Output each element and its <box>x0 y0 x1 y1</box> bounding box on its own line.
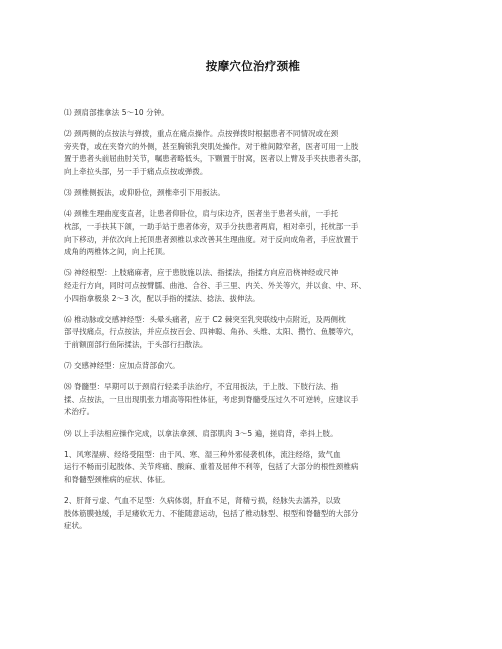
paragraph <box>64 267 442 305</box>
text-line: 肢体筋膜弛缓，手足痿软无力、不能随意运动，包括了椎动脉型、根型和脊髓型的大部分 <box>64 508 359 518</box>
text-line: 旁夹脊，或在夹脊穴的外侧，甚至胸锁乳突肌处操作。对于椎间隙窄者，医者可用一上肢 <box>64 141 359 151</box>
text-line: 向上牵拉头部，另一手于痛点点按或弹拨。 <box>64 166 208 176</box>
text-line: 和脊髓型颈椎病的症状、体征。 <box>64 475 170 484</box>
paragraph <box>64 314 442 352</box>
text-line: 成角的两椎体之间，向上托顶。 <box>64 247 170 257</box>
paragraph <box>64 495 442 533</box>
text-line: 向下移动，并依次向上托顶患者颈椎以求改善其生理曲度。对于反向成角者，手应放置于 <box>64 234 359 244</box>
document-body <box>64 107 442 533</box>
text-line: 小四指拿极泉 2～3 次，配以手指的揉法、捻法、拔伸法。 <box>64 293 260 303</box>
paragraph <box>64 360 442 373</box>
document-title: 按摩穴位治疗颈椎 <box>205 59 301 73</box>
paragraph <box>64 187 442 200</box>
text-line: 术治疗。 <box>64 407 95 417</box>
text-line: ⑴ 颈肩部推拿法 5～10 分钟。 <box>64 108 169 117</box>
paragraph <box>64 449 442 487</box>
paragraph <box>64 128 442 178</box>
text-line: 经走行方向，同时可点按臂臑、曲池、合谷、手三里、内关、外关等穴，并以食、中、环、 <box>64 280 366 290</box>
text-line: 部寻找痛点，行点按法，并应点按百会、四神聪、角孙、头维、太阳、攒竹、鱼腰等穴， <box>64 327 359 337</box>
paragraph <box>64 208 442 258</box>
text-line: 枕部，一手扶其下颌，一助手站于患者体旁，双手分扶患者两肩，相对牵引，托枕部一手 <box>64 221 359 231</box>
text-line: ⑵ 颈两侧的点按法与弹拨，重点在痛点操作。点按弹拨时根据患者不同情况或在颈 <box>64 129 339 139</box>
text-line: 症状。 <box>64 521 87 531</box>
paragraph <box>64 428 442 441</box>
text-line: ⑷ 颈椎生理曲度变直者，让患者仰卧位，肩与床边齐，医者坐于患者头前，一手托 <box>64 209 339 219</box>
text-line: ⑹ 椎动脉或交感神经型：头晕头痛者，应于 C2 棘突至乳突联线中点附近，及两侧枕 <box>64 314 346 324</box>
text-line: 运行不畅而引起肢体、关节疼痛、酸麻、重着及屈伸不利等，包括了大部分的根性颈椎病 <box>64 462 359 472</box>
text-line: 于前额面部行鱼际揉法，于头部行扫散法。 <box>64 339 208 349</box>
text-line: 揉、点按法，一旦出现肌张力增高等阳性体征，考虑到脊髓受压过久不可逆转，应建议手 <box>64 394 359 404</box>
paragraph <box>64 381 442 419</box>
text-line: 置于患者头前屈曲肘关节，嘱患者略低头，下颗置于肘窝，医者以上臂及手夹扶患者头部， <box>64 154 366 164</box>
text-line: 2、肝肾亏虚、气血不足型：久病体弱，肝血不足，肾精亏损，经脉失去濡养，以致 <box>64 496 341 506</box>
text-line: 1、风寒湿痹、经络受阻型：由于风、寒、湿三种外邪侵袭机体，流注经络，致气血 <box>64 449 341 459</box>
paragraph <box>64 107 442 120</box>
text-line: ⑼ 以上手法相应操作完成，以拿法拿颈、肩部肌肉 3～5 遍，搓肩背，牵抖上肢。 <box>64 428 338 438</box>
text-line: ⑻ 脊髓型：早期可以于颈肩行轻柔手法治疗，不宜用扳法，于上肢、下肢行法、指 <box>64 382 339 392</box>
text-line: ⑶ 颈椎侧扳法，或仰卧位，颈椎牵引下用扳法。 <box>64 188 225 198</box>
text-line: ⑺ 交感神经型：应加点背部俞穴。 <box>64 361 180 371</box>
text-line: ⑸ 神经根型：上肢痛麻者，应于患肢施以法、指揉法，指揉方向应沿桡神经或尺神 <box>64 268 339 278</box>
